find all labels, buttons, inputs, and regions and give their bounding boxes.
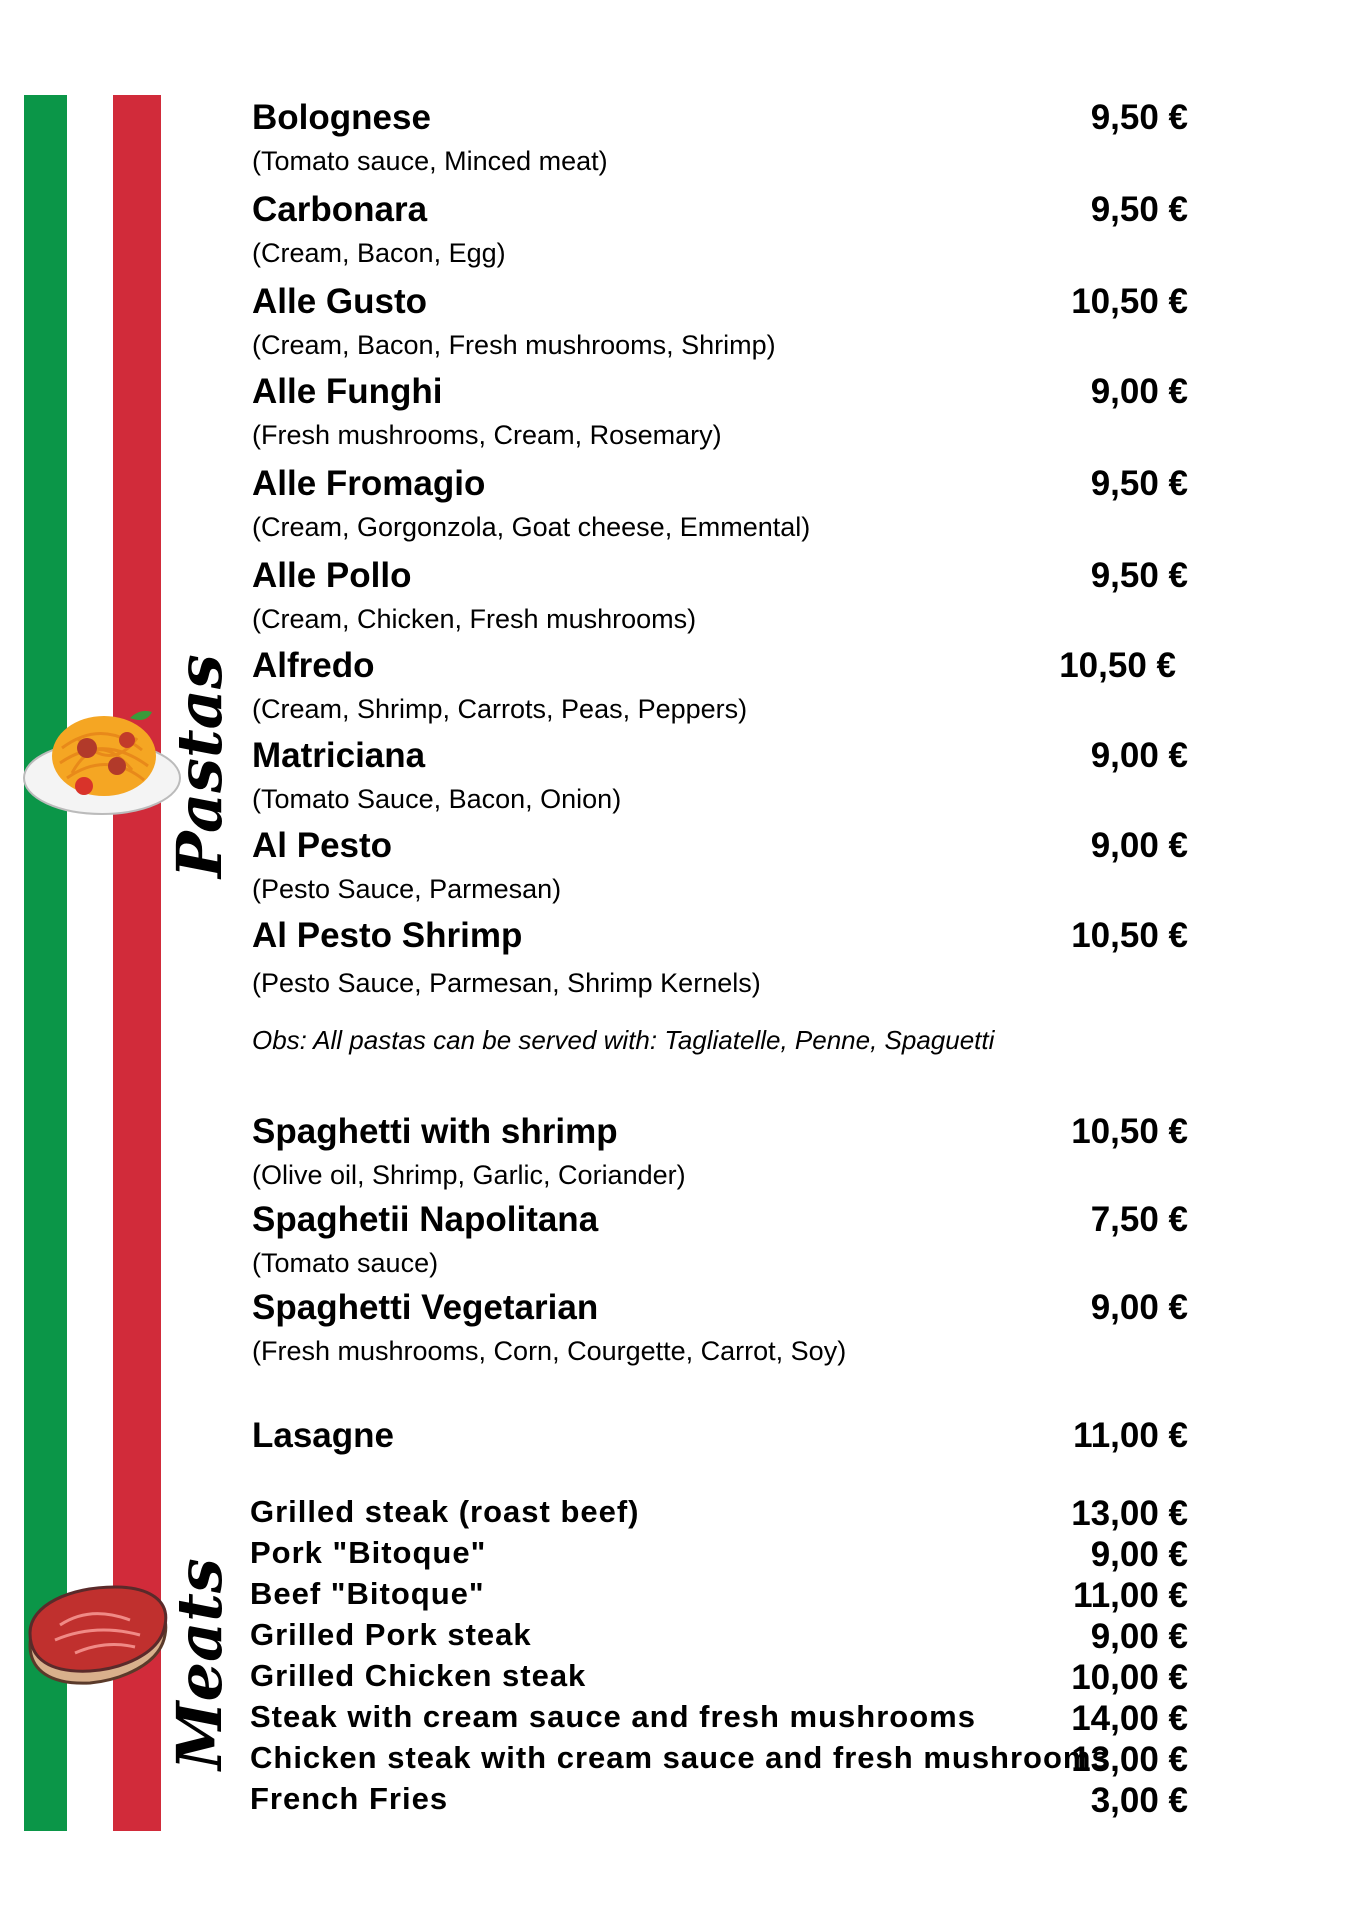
dish-name: Spaghetti Vegetarian	[252, 1288, 599, 1327]
dish-price: 10,50 €	[1071, 282, 1188, 321]
menu-item-meat	[250, 1494, 1188, 1534]
dish-price: 9,50 €	[1090, 190, 1188, 229]
dish-price: 9,50 €	[1090, 464, 1188, 503]
dish-name: Matriciana	[252, 736, 426, 775]
dish-description: (Cream, Bacon, Egg)	[252, 238, 506, 268]
pastas-section-title: Pastas	[163, 654, 236, 878]
dish-price: 10,50 €	[1071, 916, 1188, 955]
dish-price: 10,50 €	[1071, 1112, 1188, 1151]
dish-name: Al Pesto	[252, 826, 393, 865]
dish-price: 13,00 €	[1071, 1740, 1188, 1779]
dish-name: Grilled steak (roast beef)	[250, 1494, 640, 1529]
menu-item-meat	[250, 1658, 1188, 1698]
dish-description: (Fresh mushrooms, Corn, Courgette, Carrot, Soy)	[252, 1336, 847, 1366]
dish-name: Al Pesto Shrimp	[252, 916, 523, 955]
dish-name: Steak with cream sauce and fresh mushrooms	[250, 1699, 976, 1734]
dish-price: 9,00 €	[1090, 372, 1188, 411]
dish-description: (Pesto Sauce, Parmesan, Shrimp Kernels)	[252, 968, 761, 998]
dish-price: 11,00 €	[1073, 1416, 1188, 1455]
pasta-plate-icon	[22, 678, 182, 818]
dish-name: Chicken steak with cream sauce and fresh mushrooms	[250, 1740, 1110, 1775]
dish-price: 9,00 €	[1090, 736, 1188, 775]
dish-price: 13,00 €	[1071, 1494, 1188, 1533]
dish-price: 11,00 €	[1073, 1576, 1188, 1615]
dish-description: (Fresh mushrooms, Cream, Rosemary)	[252, 420, 722, 450]
dish-name: Alle Fromagio	[252, 464, 486, 503]
dish-price: 9,50 €	[1090, 556, 1188, 595]
dish-name: Spaghetii Napolitana	[252, 1200, 599, 1239]
menu-item-meat	[250, 1740, 1188, 1780]
dish-description: (Cream, Chicken, Fresh mushrooms)	[252, 604, 697, 634]
dish-price: 14,00 €	[1071, 1699, 1188, 1738]
dish-price: 9,00 €	[1090, 1617, 1188, 1656]
dish-price: 10,50 €	[1059, 646, 1176, 685]
steak-icon	[20, 1585, 180, 1695]
dish-name: Alle Funghi	[252, 372, 443, 411]
dish-name: Beef "Bitoque"	[250, 1576, 485, 1611]
dish-description: (Tomato sauce)	[252, 1248, 439, 1278]
dish-name: Grilled Chicken steak	[250, 1658, 587, 1693]
menu-item-meat	[250, 1576, 1188, 1616]
dish-description: (Tomato sauce, Minced meat)	[252, 146, 608, 176]
menu-item-meat	[250, 1699, 1188, 1739]
dish-price: 9,50 €	[1090, 98, 1188, 137]
dish-price: 9,00 €	[1090, 1535, 1188, 1574]
dish-name: Bolognese	[252, 98, 431, 137]
dish-description: (Cream, Bacon, Fresh mushrooms, Shrimp)	[252, 330, 776, 360]
dish-name: Carbonara	[252, 190, 428, 229]
dish-name: Alle Pollo	[252, 556, 412, 595]
menu-item-meat	[250, 1617, 1188, 1657]
dish-description: (Olive oil, Shrimp, Garlic, Coriander)	[252, 1160, 686, 1190]
dish-name: Grilled Pork steak	[250, 1617, 532, 1652]
dish-description: (Tomato Sauce, Bacon, Onion)	[252, 784, 622, 814]
menu-item-meat	[250, 1781, 1188, 1821]
dish-price: 9,00 €	[1090, 1288, 1188, 1327]
dish-name: Lasagne	[252, 1416, 394, 1455]
dish-description: (Pesto Sauce, Parmesan)	[252, 874, 562, 904]
dish-price: 7,50 €	[1090, 1200, 1188, 1239]
meats-section-title: Meats	[163, 1558, 236, 1770]
dish-price: 3,00 €	[1090, 1781, 1188, 1820]
pasta-note: Obs: All pastas can be served with: Tagliatelle, Penne, Spaguetti	[252, 1025, 995, 1055]
dish-name: Alfredo	[252, 646, 375, 685]
dish-description: (Cream, Shrimp, Carrots, Peas, Peppers)	[252, 694, 748, 724]
dish-name: French Fries	[250, 1781, 449, 1816]
dish-name: Spaghetti with shrimp	[252, 1112, 618, 1151]
dish-price: 10,00 €	[1071, 1658, 1188, 1697]
menu-item-meat	[250, 1535, 1188, 1575]
dish-name: Alle Gusto	[252, 282, 428, 321]
dish-description: (Cream, Gorgonzola, Goat cheese, Emmental)	[252, 512, 811, 542]
flag-stripe-green	[24, 95, 67, 1831]
dish-price: 9,00 €	[1090, 826, 1188, 865]
dish-name: Pork "Bitoque"	[250, 1535, 487, 1570]
flag-stripe-white	[67, 95, 113, 1831]
flag-stripe-red	[113, 95, 161, 1831]
